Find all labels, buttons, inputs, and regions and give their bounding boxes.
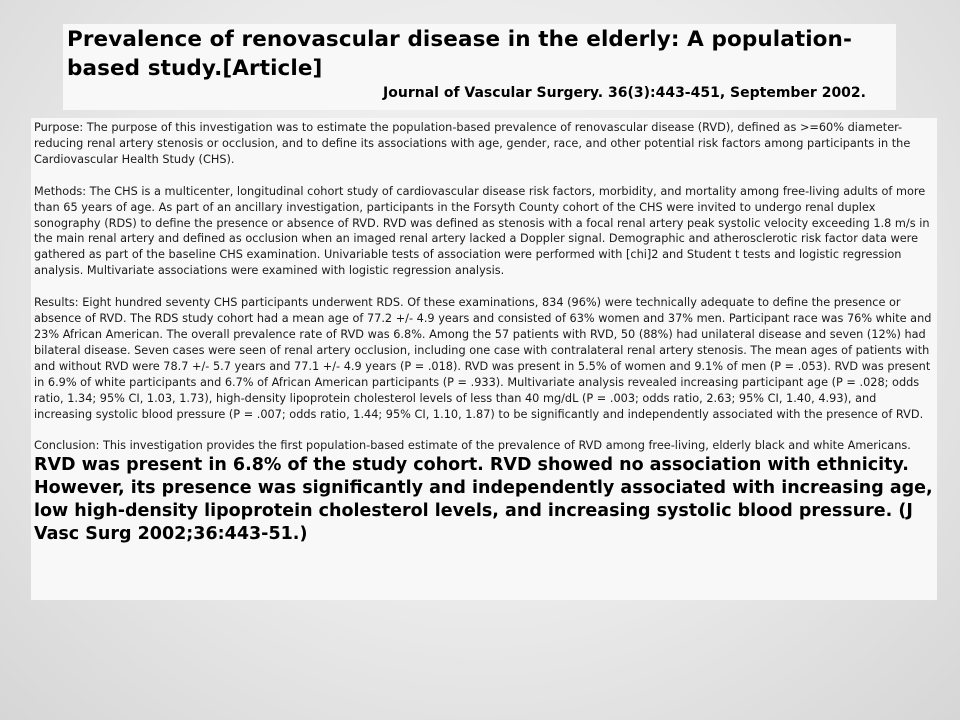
journal-citation: Journal of Vascular Surgery. 36(3):443-451, September 2002. [383, 85, 866, 101]
abstract-box [31, 118, 937, 600]
title-box [63, 24, 896, 110]
conclusion-lead: Conclusion: This investigation provides the first population-based estimate of the prevalence of RVD among free-living, elderly black and white Americans. [34, 439, 911, 453]
conclusion-highlight: RVD was present in 6.8% of the study cohort. RVD showed no association with ethnicity. However, its presence was significantly and independently associated with increasing age, low high-density lipoprotein cholesterol levels, and increasing systolic blood pressure. (J Vasc Surg 2002;36:443-51.) [34, 455, 933, 545]
abstract-methods: Methods: The CHS is a multicenter, longitudinal cohort study of cardiovascular disease risk factors, morbidity, and mortality among free-living adults of more than 65 years of age. As part of an ancillary investigation, participants in the Forsyth County cohort of the CHS were invited to undergo renal duplex sonography (RDS) to define the presence or absence of RVD. RVD was defined as stenosis with a focal renal artery peak systolic velocity exceeding 1.8 m/s in the main renal artery and defined as occlusion when an imaged renal artery lacked a Doppler signal. Demographic and atherosclerotic risk factor data were gathered as part of the baseline CHS examination. Univariable tests of association were performed with [chi]2 and Student t tests and logistic regression analysis. Multivariate associations were examined with logistic regression analysis. [34, 184, 930, 278]
abstract-results: Results: Eight hundred seventy CHS participants underwent RDS. Of these examinations, 834 (96%) were technically adequate to define the presence or absence of RVD. The RDS study cohort had a mean age of 77.2 +/- 4.9 years and consisted of 63% women and 37% men. Participant race was 76% white and 23% African American. The overall prevalence rate of RVD was 6.8%. Among the 57 patients with RVD, 50 (88%) had unilateral disease and seven (12%) had bilateral disease. Seven cases were seen of renal artery occlusion, including one case with contralateral renal artery stenosis. The mean ages of patients with and without RVD were 78.7 +/- 5.7 years and 77.1 +/- 4.9 years (P = .018). RVD was present in 5.5% of women and 9.1% of men (P = .053). RVD was present in 6.9% of white participants and 6.7% of African American participants (P = .933). Multivariate analysis revealed increasing participant age (P = .028; odds ratio, 1.34; 95% CI, 1.03, 1.73), high-density lipoprotein cholesterol levels of less than 40 mg/dL (P = .003; odds ratio, 2.63; 95% CI, 1.40, 4.93), and increasing systolic blood pressure (P = .007; odds ratio, 1.44; 95% CI, 1.10, 1.87) to be significantly and independently associated with the presence of RVD. [34, 296, 932, 421]
article-title: Prevalence of renovascular disease in the elderly: A population-based study.[Article] [67, 27, 852, 81]
abstract-purpose: Purpose: The purpose of this investigation was to estimate the population-based prevalence of renovascular disease (RVD), defined as >=60% diameter-reducing renal artery stenosis or occlusion, and to define its associations with age, gender, race, and other potential risk factors among participants in the Cardiovascular Health Study (CHS). [34, 121, 911, 166]
abstract-conclusion [34, 438, 934, 546]
